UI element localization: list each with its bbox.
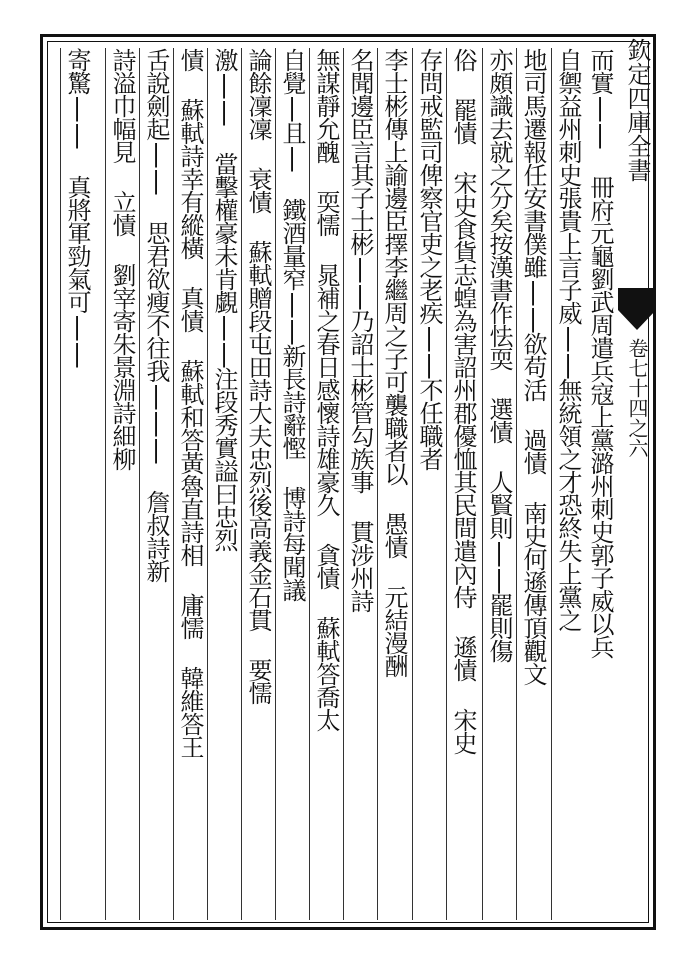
book-title: 欽定四庫全書 — [623, 38, 651, 182]
text-column: 舌說劍起|| 思君欲瘦不往我||| 詹叔詩新 — [139, 48, 171, 920]
header-band — [618, 38, 656, 926]
text-column: 名聞邊臣言其子士彬||乃詔士彬管勾族事 貫涉州詩 — [343, 48, 375, 920]
text-column: 自覺|且| 鐵酒量窄||新長詩辭慳 博詩每聞議 — [275, 48, 307, 920]
page-edge — [656, 30, 696, 940]
text-column: 地司馬遷報任安書僕雖||欲苟活 過㥽 南史何遜傳頂觀文 — [516, 48, 548, 920]
text-column: 詩溢巾幅見 立㥽 劉宰寄朱景淵詩細柳 — [105, 48, 137, 920]
text-column: 激|| 當擊權豪未肯覷||注段秀實謚曰忠烈 — [207, 48, 239, 920]
text-column: 存問戒監司俾察官吏之老疾||不任職者 — [412, 48, 444, 920]
text-column: 寄驚|| 真將軍勁氣可|| — [60, 48, 92, 920]
text-column: 論餘凜凜 衰㥽 蘇軾贈段屯田詩大夫忠烈後高義金石貫 要懦 — [241, 48, 273, 920]
text-column: 自禦益州刺史張貴上言子威||無統領之才恐終失上黨之 — [551, 48, 583, 920]
text-column: 俗 罷㥽 宋史食貨志蝗為害詔州郡優恤其民間遣內侍 遜㥽 宋史 — [446, 48, 478, 920]
fishtail-mark — [618, 310, 656, 330]
section-label: 卷七十四之六 — [625, 338, 649, 458]
header-black-bar — [618, 288, 656, 310]
text-column: 而實|| 冊府元龜劉武周遣兵寇上黨潞州刺史郭子威以兵 — [586, 48, 614, 658]
text-column: 無謀靜允醜 耎懦 晁補之春日感懷詩雄豪久 貪㥽 蘇軾答喬太 — [309, 48, 341, 920]
text-column: 亦頗識去就之分矣按漢書作怯耎 選㥽 人賢則||罷則傷 — [482, 48, 514, 920]
text-column: 㥽 蘇軾詩幸有縱橫 真㥽 蘇軾和答黃魯直詩相 庸懦 韓維答王 — [173, 48, 205, 920]
text-column: 李士彬傳上諭邊臣擇李繼周之子可襲職者以 愚㥽 元結漫酬 — [377, 48, 409, 920]
